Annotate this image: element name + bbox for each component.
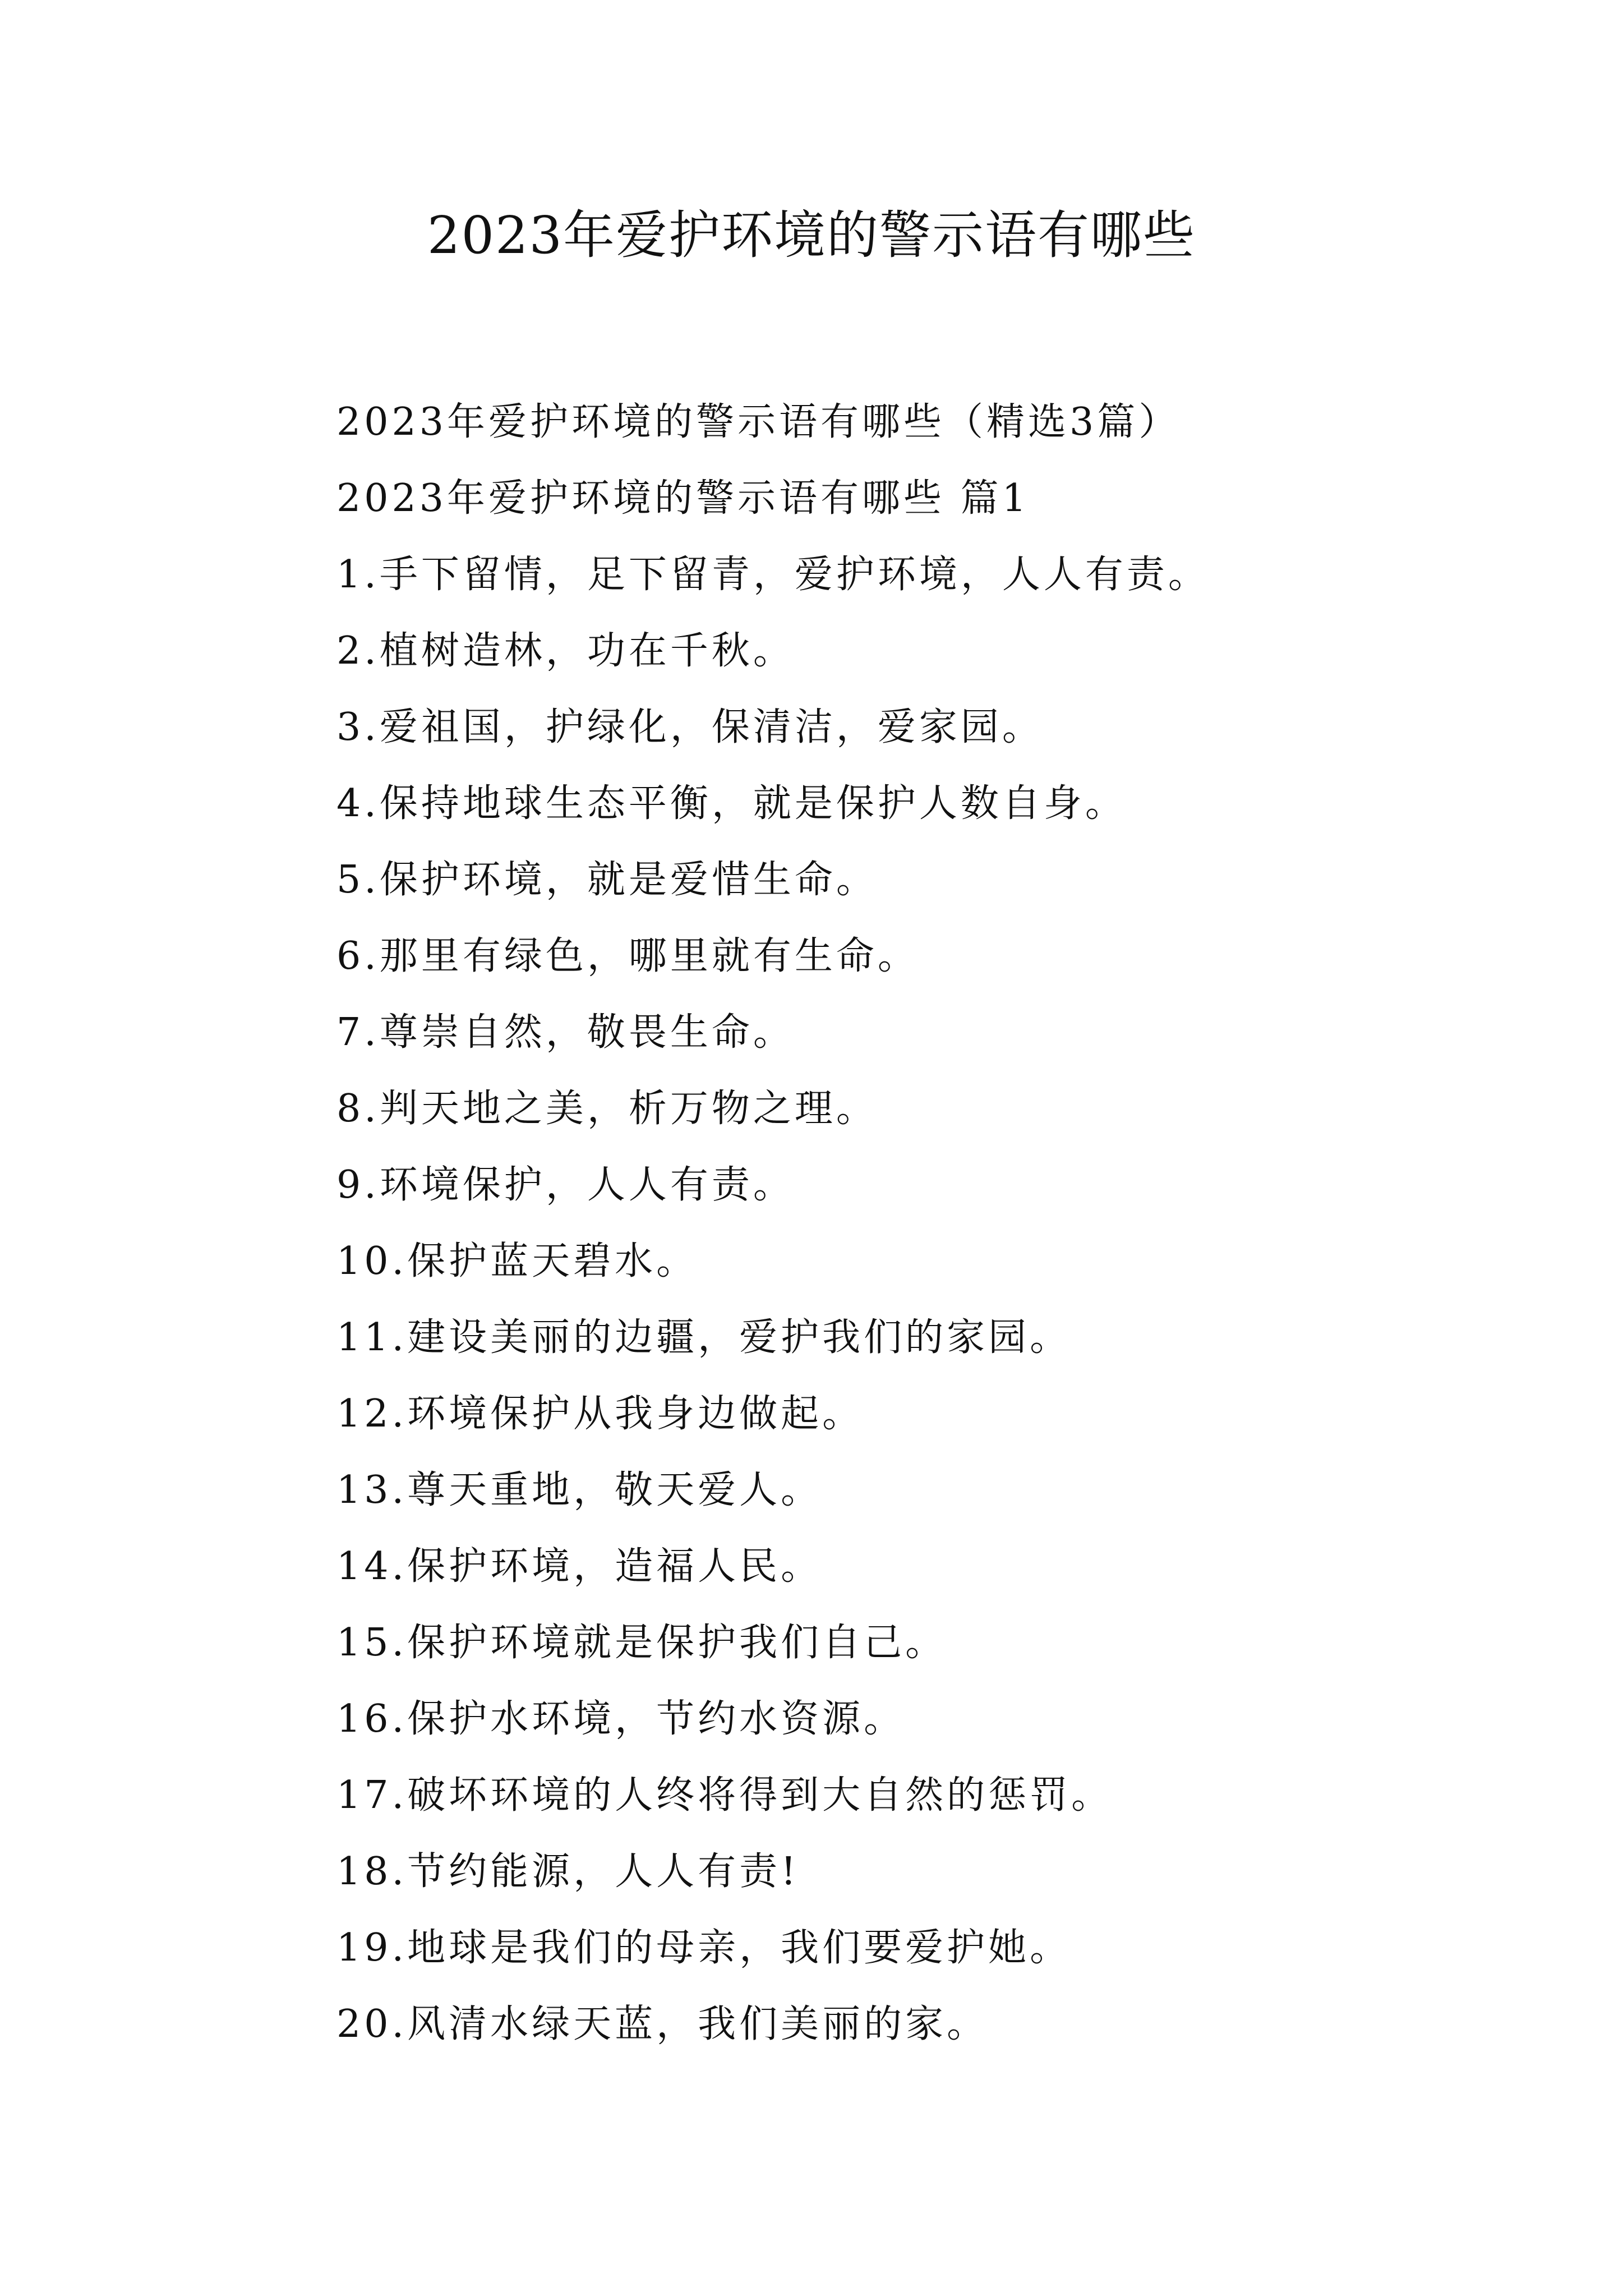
- list-item: 2.植树造林，功在千秋。: [336, 629, 795, 673]
- list-item: 13.尊天重地，敬天爱人。: [336, 1468, 823, 1512]
- list-item: 6.那里有绿色，哪里就有生命。: [336, 934, 919, 978]
- list-item: 9.环境保护，人人有责。: [336, 1163, 795, 1207]
- list-item: 3.爱祖国，护绿化，保清洁，爱家园。: [336, 705, 1044, 749]
- list-item: 7.尊崇自然，敬畏生命。: [336, 1010, 795, 1055]
- list-item: 12.环境保护从我身边做起。: [336, 1392, 864, 1436]
- list-item: 5.保护环境，就是爱惜生命。: [336, 858, 878, 902]
- section-heading: 2023年爱护环境的警示语有哪些 篇1: [336, 476, 1030, 521]
- list-item: 1.手下留情，足下留青，爱护环境，人人有责。: [336, 553, 1210, 597]
- list-item: 8.判天地之美，析万物之理。: [336, 1087, 878, 1131]
- document-title: 2023年爱护环境的警示语有哪些: [427, 205, 1196, 265]
- list-item: 19.地球是我们的母亲，我们要爱护她。: [336, 1926, 1072, 1970]
- document-body: [336, 384, 1458, 2063]
- list-item: 11.建设美丽的边疆，爱护我们的家园。: [336, 1315, 1072, 1360]
- list-item: 4.保持地球生态平衡，就是保护人数自身。: [336, 781, 1127, 826]
- list-item: 17.破坏环境的人终将得到大自然的惩罚。: [336, 1773, 1113, 1818]
- list-item: 20.风清水绿天蓝，我们美丽的家。: [336, 2002, 989, 2046]
- list-item: 15.保护环境就是保护我们自己。: [336, 1621, 947, 1665]
- list-item: 14.保护环境，造福人民。: [336, 1544, 823, 1589]
- list-item: 16.保护水环境，节约水资源。: [336, 1697, 906, 1741]
- list-item: 10.保护蓝天碧水。: [336, 1239, 698, 1283]
- document-subtitle: 2023年爱护环境的警示语有哪些（精选3篇）: [336, 400, 1181, 444]
- list-item: 18.节约能源，人人有责!: [336, 1849, 800, 1894]
